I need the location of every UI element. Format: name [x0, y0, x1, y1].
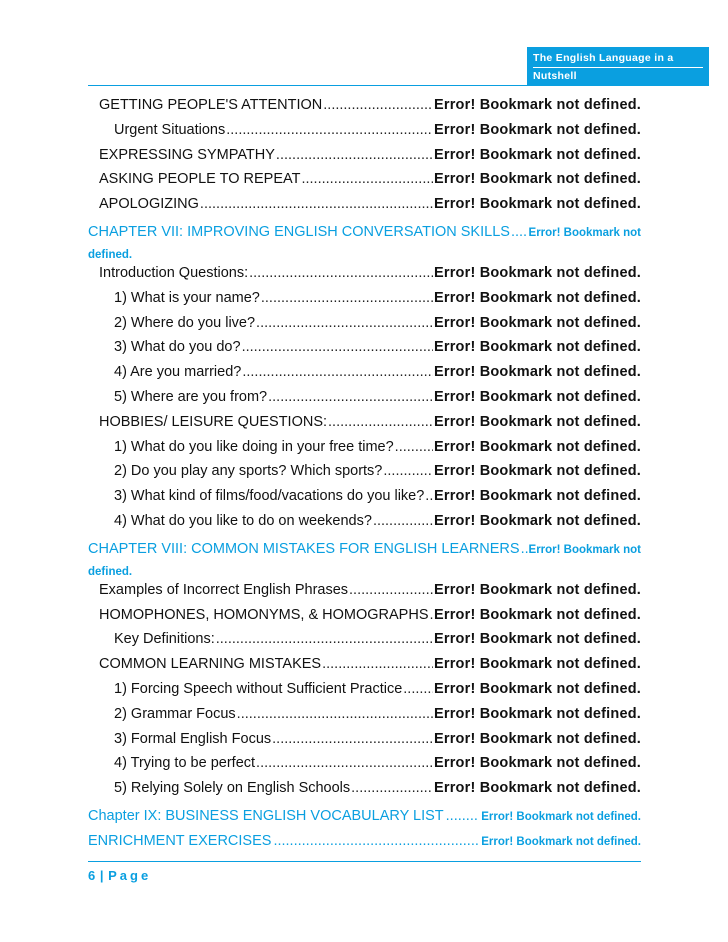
toc-chapter-heading[interactable]: CHAPTER VII: IMPROVING ENGLISH CONVERSATION SKILLS ..... Error! Bookmark not defined. [88, 221, 641, 265]
toc-entry[interactable]: HOBBIES/ LEISURE QUESTIONS: ..... Error! Bookmark not defined. [88, 414, 641, 439]
toc-chapter-heading[interactable]: CHAPTER VIII: COMMON MISTAKES FOR ENGLISH LEARNERS ..... Error! Bookmark not defined. [88, 538, 641, 582]
toc-entry[interactable]: Introduction Questions: ..... Error! Bookmark not defined. [88, 265, 641, 290]
leader-dots [425, 488, 433, 504]
leader-dots [403, 681, 433, 697]
toc-entry[interactable]: ASKING PEOPLE TO REPEAT ..... Error! Bookmark not defined. [88, 171, 641, 196]
header-divider [88, 85, 709, 86]
toc-entry[interactable]: HOMOPHONES, HOMONYMS, & HOMOGRAPHS ..... Error! Bookmark not defined. [88, 607, 641, 632]
toc-entry[interactable]: GETTING PEOPLE'S ATTENTION ..... Error! Bookmark not defined. [88, 97, 641, 122]
leader-dots [395, 439, 433, 455]
leader-dots [272, 731, 433, 747]
toc-entry[interactable]: 2) Do you play any sports? Which sports? ..... Error! Bookmark not defined. [88, 463, 641, 488]
leader-dots [268, 389, 433, 405]
leader-dots [328, 414, 433, 430]
toc-entry[interactable]: 3) What do you do? ..... Error! Bookmark not defined. [88, 339, 641, 364]
leader-dots [242, 339, 433, 355]
toc-chapter-heading[interactable]: ENRICHMENT EXERCISES ..... Error! Bookmark not defined. [88, 830, 641, 855]
leader-dots [276, 147, 433, 163]
leader-dots [256, 755, 433, 771]
toc-entry[interactable]: 1) What do you like doing in your free time? ..... Error! Bookmark not defined. [88, 439, 641, 464]
leader-dots [430, 607, 433, 623]
toc-entry[interactable]: 2) Where do you live? ..... Error! Bookmark not defined. [88, 315, 641, 340]
leader-dots [256, 315, 433, 331]
page-footer [88, 868, 151, 883]
leader-dots [216, 631, 433, 647]
leader-dots [351, 780, 433, 796]
toc-entry[interactable]: Examples of Incorrect English Phrases ..... Error! Bookmark not defined. [88, 582, 641, 607]
leader-dots [242, 364, 433, 380]
leader-dots [349, 582, 433, 598]
toc-entry[interactable]: EXPRESSING SYMPATHY ..... Error! Bookmark not defined. [88, 147, 641, 172]
leader-dots [273, 830, 479, 852]
toc-entry[interactable]: 4) Are you married? ..... Error! Bookmark not defined. [88, 364, 641, 389]
toc-entry[interactable]: 3) Formal English Focus ..... Error! Bookmark not defined. [88, 731, 641, 756]
toc-entry[interactable]: 5) Relying Solely on English Schools ..... Error! Bookmark not defined. [88, 780, 641, 805]
leader-dots [511, 221, 528, 243]
leader-dots [446, 805, 480, 827]
footer-separator: | [99, 868, 104, 883]
toc-entry[interactable]: 1) Forcing Speech without Sufficient Practice ..... Error! Bookmark not defined. [88, 681, 641, 706]
toc-entry[interactable]: APOLOGIZING ..... Error! Bookmark not defined. [88, 196, 641, 221]
running-header [527, 47, 709, 85]
toc-entry[interactable]: 1) What is your name? ..... Error! Bookmark not defined. [88, 290, 641, 315]
footer-divider [88, 861, 641, 862]
toc-entry[interactable]: 5) Where are you from? ..... Error! Bookmark not defined. [88, 389, 641, 414]
leader-dots [301, 171, 433, 187]
page-label: Page [108, 868, 152, 883]
leader-dots [323, 97, 433, 113]
running-header-line1: The English Language in a [533, 52, 674, 64]
leader-dots [237, 706, 433, 722]
leader-dots [521, 538, 528, 560]
running-header-line2: Nutshell [533, 67, 703, 84]
page-number: 6 [88, 868, 96, 883]
toc-entry[interactable]: 2) Grammar Focus ..... Error! Bookmark not defined. [88, 706, 641, 731]
leader-dots [249, 265, 433, 281]
toc-entry[interactable]: Key Definitions: ..... Error! Bookmark not defined. [88, 631, 641, 656]
leader-dots [226, 122, 433, 138]
toc-chapter-heading[interactable]: Chapter IX: BUSINESS ENGLISH VOCABULARY LIST ..... Error! Bookmark not defined. [88, 805, 641, 830]
leader-dots [383, 463, 433, 479]
toc-entry[interactable]: Urgent Situations ..... Error! Bookmark not defined. [88, 122, 641, 147]
toc-entry[interactable]: 3) What kind of films/food/vacations do you like? ..... Error! Bookmark not defined. [88, 488, 641, 513]
toc-entry[interactable]: COMMON LEARNING MISTAKES ..... Error! Bookmark not defined. [88, 656, 641, 681]
toc-entry[interactable]: 4) Trying to be perfect ..... Error! Bookmark not defined. [88, 755, 641, 780]
leader-dots [261, 290, 433, 306]
toc-entry[interactable]: 4) What do you like to do on weekends? ..... Error! Bookmark not defined. [88, 513, 641, 538]
table-of-contents [88, 97, 641, 855]
leader-dots [373, 513, 433, 529]
leader-dots [200, 196, 433, 212]
leader-dots [322, 656, 433, 672]
